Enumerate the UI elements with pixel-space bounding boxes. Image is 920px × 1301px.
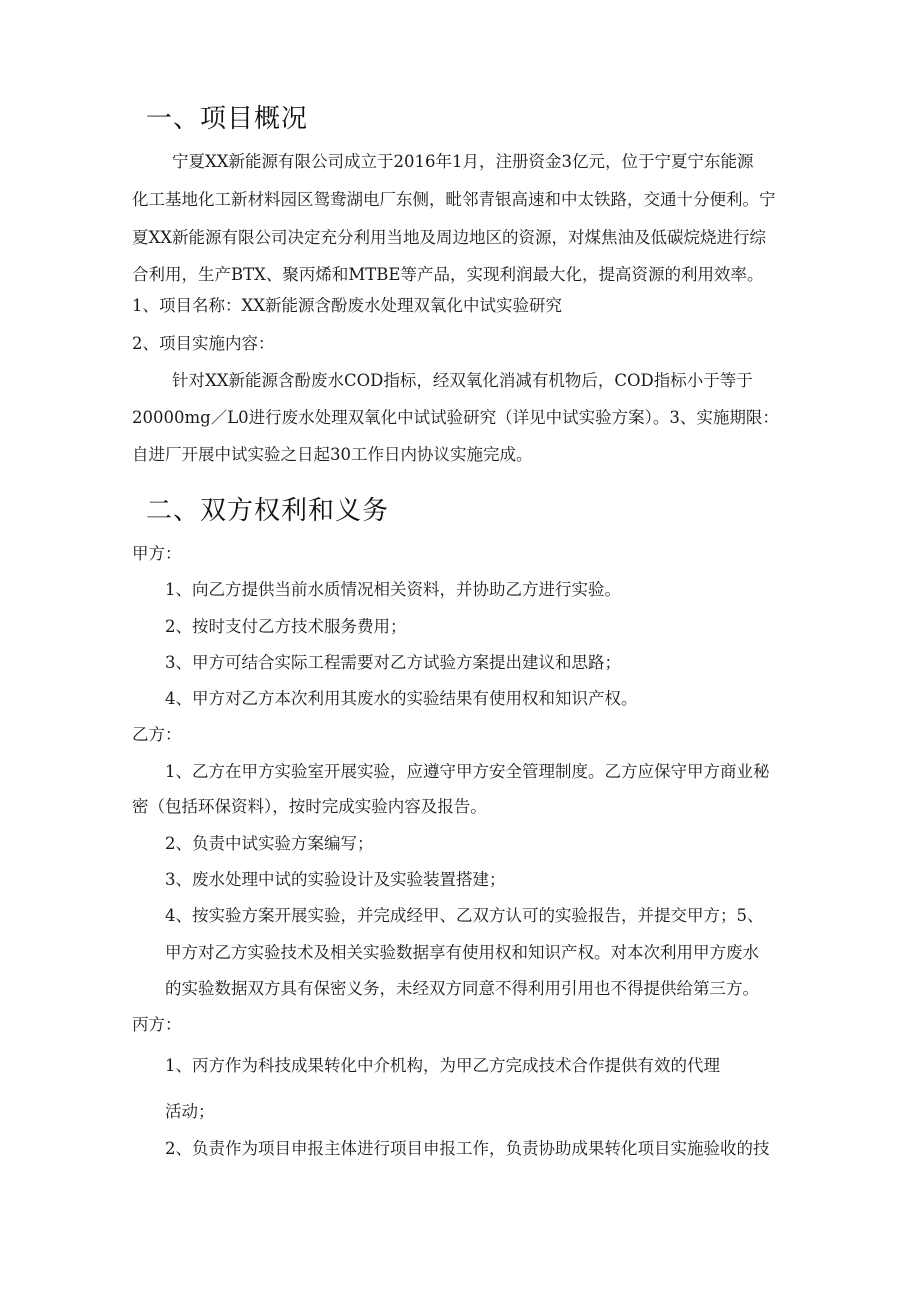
list-item: 甲方对乙方实验技术及相关实验数据享有使用权和知识产权。对本次利用甲方废水: [165, 943, 759, 962]
paragraph-line: 合利用，生产BTX、聚丙烯和MTBE等产品，实现利润最大化，提高资源的利用效率。: [132, 265, 764, 284]
list-item: 1、丙方作为科技成果转化中介机构，为甲乙方完成技术合作提供有效的代理: [165, 1056, 720, 1075]
paragraph-line: 夏XX新能源有限公司决定充分利用当地及周边地区的资源，对煤焦油及低碳烷烧进行综: [132, 228, 766, 247]
paragraph-line: 化工基地化工新材料园区鸳鸯湖电厂东侧，毗邻青银高速和中太铁路，交通十分便利。宁: [132, 190, 776, 209]
list-item: 4、按实验方案开展实验，并完成经甲、乙双方认可的实验报告，并提交甲方；5、: [165, 906, 764, 925]
paragraph-line: 自进厂开展中试实验之日起30工作日内协议实施完成。: [132, 445, 533, 464]
section-title: 二、双方权利和义务: [146, 496, 390, 526]
party-label: 乙方：: [132, 725, 182, 744]
list-item: 4、甲方对乙方本次利用其废水的实验结果有使用权和知识产权。: [165, 689, 638, 708]
list-item: 2、负责中试实验方案编写；: [165, 834, 374, 853]
list-item: 2、负责作为项目申报主体进行项目申报工作，负责协助成果转化项目实施验收的技: [165, 1139, 770, 1158]
list-item: 的实验数据双方具有保密义务，未经双方同意不得利用引用也不得提供给第三方。: [165, 979, 759, 998]
list-item: 3、废水处理中试的实验设计及实验装置搭建；: [165, 870, 506, 889]
list-item: 1、项目名称：XX新能源含酚废水处理双氧化中试实验研究: [132, 296, 562, 315]
list-item: 活动；: [165, 1102, 215, 1121]
section-title: 一、项目概况: [146, 104, 309, 134]
list-item: 1、乙方在甲方实验室开展实验，应遵守甲方安全管理制度。乙方应保守甲方商业秘: [165, 762, 770, 781]
paragraph-line: 针对XX新能源含酚废水COD指标，经双氧化消减有机物后，COD指标小于等于: [172, 371, 753, 390]
party-label: 甲方：: [132, 544, 182, 563]
paragraph-line: 20000mg／L0进行废水处理双氧化中试试验研究（详见中试实验方案）。3、实施期限：: [132, 408, 779, 427]
list-item: 1、向乙方提供当前水质情况相关资料，并协助乙方进行实验。: [165, 580, 621, 599]
list-item: 密（包括环保资料），按时完成实验内容及报告。: [132, 797, 487, 816]
paragraph-line: 宁夏XX新能源有限公司成立于2016年1月，注册资金3亿元，位于宁夏宁东能源: [172, 152, 754, 171]
list-item: 2、项目实施内容：: [132, 334, 275, 353]
list-item: 2、按时支付乙方技术服务费用；: [165, 617, 407, 636]
list-item: 3、甲方可结合实际工程需要对乙方试验方案提出建议和思路；: [165, 653, 621, 672]
party-label: 丙方：: [132, 1015, 182, 1034]
